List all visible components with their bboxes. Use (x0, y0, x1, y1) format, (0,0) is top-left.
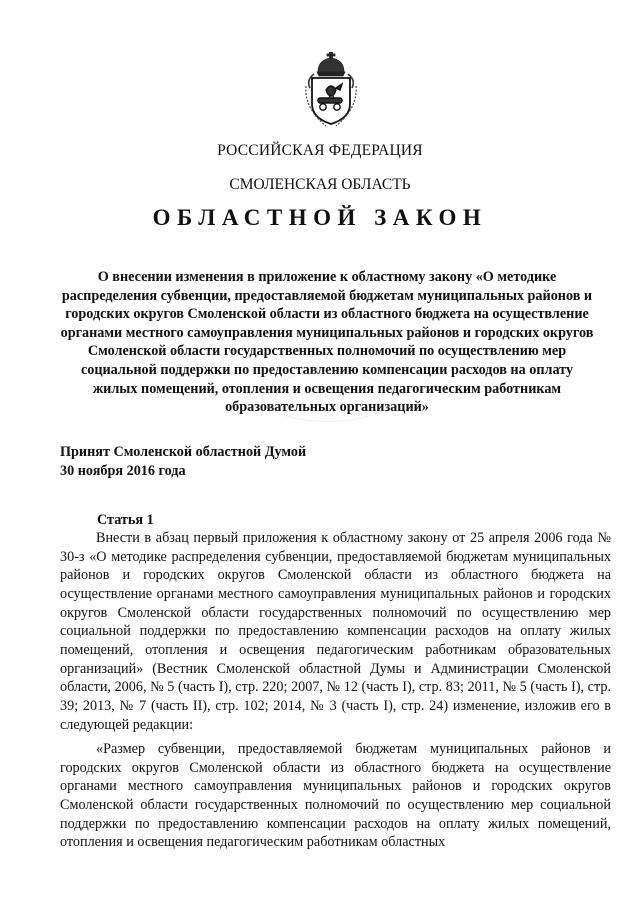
federation-heading: РОССИЙСКАЯ ФЕДЕРАЦИЯ (217, 142, 423, 159)
faint-stamp (262, 372, 394, 422)
adoption-date: 30 ноября 2016 года (60, 463, 186, 479)
region-heading: СМОЛЕНСКАЯ ОБЛАСТЬ (229, 176, 411, 193)
adoption-body: Принят Смоленской областной Думой (60, 444, 307, 460)
document-type-heading: ОБЛАСТНОЙ ЗАКОН (152, 205, 488, 230)
coat-of-arms-icon (296, 52, 366, 130)
article-paragraph: «Размер субвенции, предоставляемой бюджетам муниципальных районов и городских округов Смоленской области из областного бюджета на осуществление органами местного самоуправления муниципальных районов и городских округов Смоленской области государственных полномочий по осуществлению мер социальной поддержки по предоставлению компенсации расходов на оплату жилых помещений, отопления и освещения педагогическим работникам областных (60, 741, 611, 851)
adoption-block (60, 443, 306, 481)
law-title: О внесении изменения в приложение к областному закону «О методике распределения субвенции, предоставляемой бюджетам муниципальных районов и городских округов Смоленской области из областного бюджета на осуществление органами местного самоуправления муниципальных районов и городских округов Смоленской области государственных полномочий по осуществлению мер социальной поддержки по предоставлению компенсации расходов на оплату жилых помещений, отопления и освещения педагогическим работникам образовательных организаций» (60, 269, 594, 416)
article-heading: Статья 1 (97, 512, 154, 528)
article-paragraph: Внести в абзац первый приложения к областному закону от 25 апреля 2006 года № 30-з «О методике распределения субвенции, предоставляемой бюджетам муниципальных районов и городских округов Смоленской области из областного бюджета на осуществление органами местного самоуправления муниципальных районов и городских округов Смоленской области государственных полномочий по осуществлению мер социальной поддержки по предоставлению компенсации расходов на оплату жилых помещений, отопления и освещения педагогическим работникам образовательных организаций» (Вестник Смоленской областной Думы и Администрации Смоленской области, 2006, № 5 (часть I), стр. 220; 2007, № 12 (часть I), стр. 83; 2011, № 5 (часть I), стр. 39; 2013, № 7 (часть II), стр. 102; 2014, № 3 (часть I), стр. 24) изменение, изложив его в следующей редакции: (60, 530, 611, 733)
